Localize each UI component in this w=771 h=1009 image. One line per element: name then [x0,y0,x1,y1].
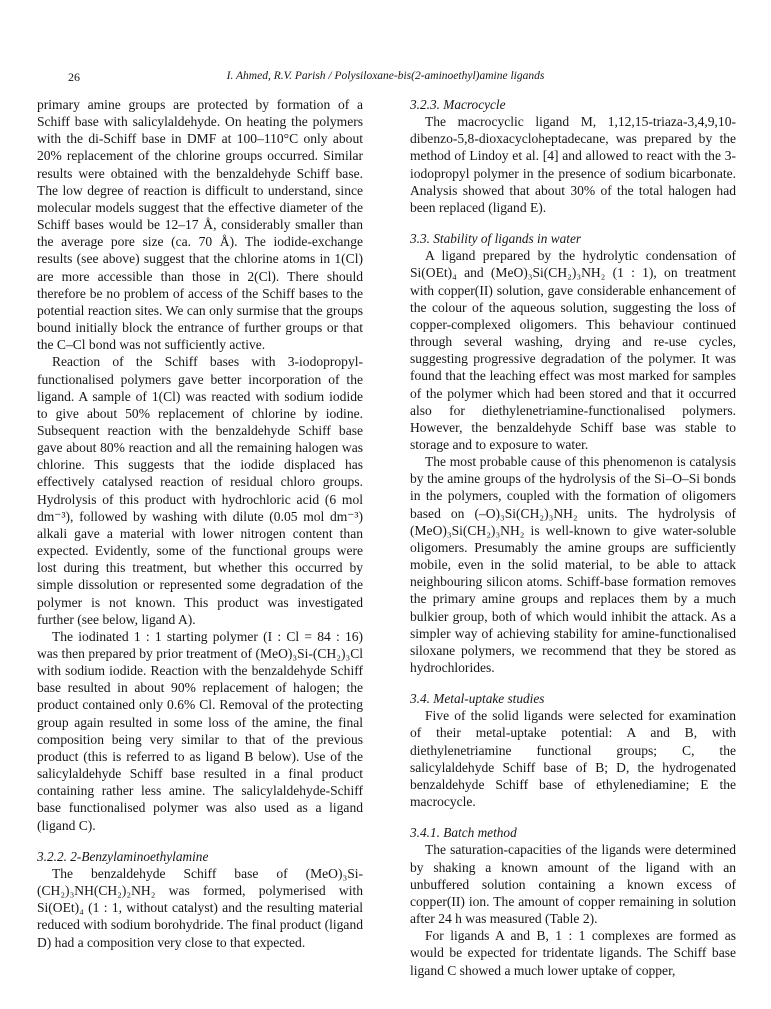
section-heading: 3.2.2. 2-Benzylaminoethylamine [37,848,209,864]
section-gap [410,810,736,824]
paragraph: The iodinated 1 : 1 starting polymer (I : Cl = 84 : 16) was then prepared by prior treatment of (MeO)₃Si-(CH₂)₃Cl with sodium iodide. Reaction with the benzaldehyde Schiff base resulted in about 90% replacement of halogen; the product contained only 0.6% Cl. Removal of the protecting group again resulted in some loss of the amine, the final composition being very similar to that of the previous product (this is referred to as ligand B below). Use of the salicylaldehyde Schiff base resulted in a final product containing rather less amine. The salicylaldehyde-Schiff base functionalised polymer was also used as a ligand (ligand C). [37,628,363,833]
section-gap [410,676,736,690]
paragraph: The macrocyclic ligand M, 1,12,15-triaza-3,4,9,10-dibenzo-5,8-dioxacycloheptadecane, was prepared by the method of Lindoy et al. [4] and allowed to react with the 3-iodopropyl polymer in the presence of sodium bicarbonate. Analysis showed that about 30% of the total halogen had been replaced (ligand E). [410,114,736,215]
paragraph: primary amine groups are protected by formation of a Schiff base with salicylaldehyde. On heating the polymers with the di-Schiff base in DMF at 100–110°C only about 20% replacement of the chlorine groups occurred. Similar results were obtained with the benzaldehyde Schiff base. The low degree of reaction is difficult to understand, since molecular models suggest that the effective diameter of the Schiff bases would be 12–17 Å, considerably smaller than the average pore size (ca. 70 Å). The iodide-exchange results (see above) suggest that the chlorine atoms in 1(Cl) are more accessible than those in 2(Cl). There should therefore be no problem of access of the Schiff bases to the potential reaction sites. We can only surmise that the groups bound initially block the entrance of further groups or that the C–Cl bond was not sufficiently active. [37,97,363,353]
running-head: I. Ahmed, R.V. Parish / Polysiloxane-bis(2-aminoethyl)amine ligands [226,70,545,82]
section-gap [37,834,363,848]
paragraph: The most probable cause of this phenomenon is catalysis by the amine groups of the hydrolysis of the Si–O–Si bonds in the polymers, coupled with the formation of oligomers based on (–O)₃Si(CH₂)₃NH₂ units. The hydrolysis of (MeO)₃Si(CH₂)₃NH₂ is well-known to give water-soluble oligomers. Presumably the amine groups are sufficiently mobile, even in the solid material, to be able to attack neighbouring silicon atoms. Schiff-base formation removes the primary amine groups and replaces them by a much bulkier group, both of which would inhibit the attack. As a simpler way of achieving stability for amine-functionalised siloxane polymers, we recommend that they be stored as hydrochlorides. [410,454,736,675]
paragraph: The benzaldehyde Schiff base of (MeO)₃Si-(CH₂)₃NH(CH₂)₂NH₂ was formed, polymerised with Si(OEt)₄ (1 : 1, without catalyst) and the resulting material reduced with sodium borohydride. The final product (ligand D) had a composition very close to that expected. [37,865,363,950]
section-heading: 3.4.1. Batch method [410,825,517,841]
section-heading: 3.4. Metal-uptake studies [410,691,545,707]
page-header [68,70,703,90]
section-heading: 3.3. Stability of ligands in water [410,231,582,247]
paragraph: For ligands A and B, 1 : 1 complexes are formed as would be expected for tridentate ligands. The Schiff base ligand C showed a much lower uptake of copper, [410,928,736,978]
paragraph: The saturation-capacities of the ligands were determined by shaking a known amount of the ligand with an unbuffered solution containing a known excess of copper(II) ion. The amount of copper remaining in solution after 24 h was measured (Table 2). [410,842,736,927]
section-heading: 3.2.3. Macrocycle [410,97,506,112]
paragraph: A ligand prepared by the hydrolytic condensation of Si(OEt)₄ and (MeO)₃Si(CH₂)₃NH₂ (1 : 1), on treatment with copper(II) solution, gave considerable enhancement of the colour of the aqueous solution, suggesting the loss of copper-complexed oligomers. This behaviour continued through several washing, drying and re-use cycles, suggesting progressive degradation of the polymer. It was found that the leaching effect was most marked for samples of the polymer which had been stored and that it occurred also for diethylenetriamine-functionalised polymers. However, the benzaldehyde Schiff base was stable to storage and to exposure to water. [410,248,736,452]
left-column [37,96,363,951]
paragraph: Reaction of the Schiff bases with 3-iodopropyl-functionalised polymers gave better incorporation of the ligand. A sample of 1(Cl) was reacted with sodium iodide to give about 50% replacement of chlorine by iodine. Subsequent reaction with the benzaldehyde Schiff base gave about 80% reaction and all the remaining halogen was chlorine. This suggests that the iodide displaced has effectively catalysed reaction of residual chloro groups. Hydrolysis of this product with hydrochloric acid (6 mol dm⁻³), followed by washing with dilute (0.05 mol dm⁻³) alkali gave a material with lower nitrogen content than expected. Evidently, some of the functional groups were lost during this treatment, but whether this occurred by simple dissolution or represented some degradation of the polymer is not known. This product was investigated further (see below, ligand A). [37,354,363,627]
paragraph: Five of the solid ligands were selected for examination of their metal-uptake potential: A and B, with diethylenetriamine functional groups; C, the salicylaldehyde Schiff base of B; D, the hydrogenated benzaldehyde Schiff base of ethylenediamine; E the macrocycle. [410,708,736,810]
section-gap [410,216,736,230]
page-number: 26 [68,70,80,84]
right-column [410,96,736,979]
